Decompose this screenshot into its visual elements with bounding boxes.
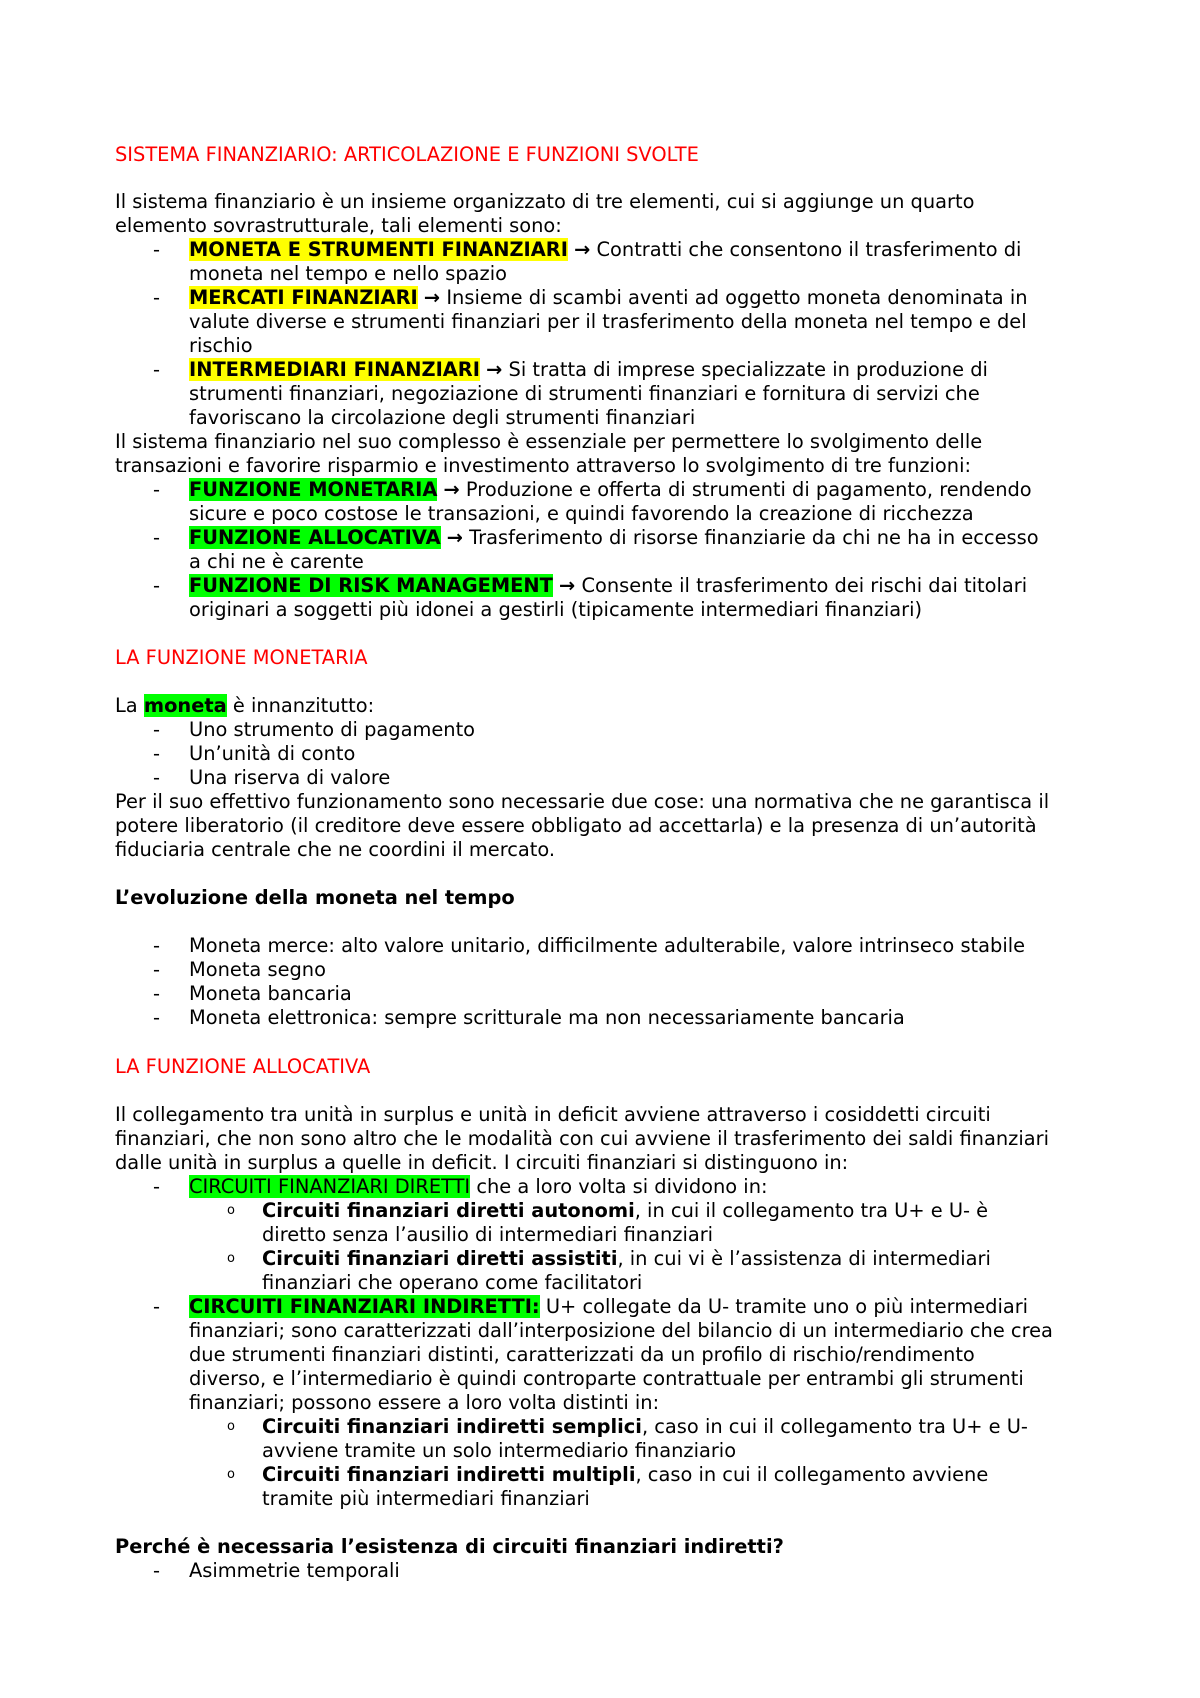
section-heading: LA FUNZIONE MONETARIA: [115, 646, 368, 669]
highlight-term: INTERMEDIARI FINANZIARI: [189, 358, 480, 381]
section-heading: LA FUNZIONE ALLOCATIVA: [115, 1055, 371, 1078]
sub-list-item: Circuiti finanziari indiretti semplici, caso in cui il collegamento tra U+ e U-: [262, 1415, 1028, 1438]
list-item: Moneta merce: alto valore unitario, difficilmente adulterabile, valore intrinseco stabile: [189, 934, 1026, 957]
list-item: Asimmetrie temporali: [189, 1559, 400, 1582]
bullet-dash: -: [153, 574, 160, 597]
list-item: Un’unità di conto: [189, 742, 356, 765]
paragraph-line: dalle unità in surplus a quelle in deficit. I circuiti finanziari si distinguono in:: [115, 1151, 849, 1174]
paragraph-line: finanziari, che non sono altro che le modalità con cui avviene il trasferimento dei saldi finanziari: [115, 1127, 1049, 1150]
bullet-dash: -: [153, 982, 160, 1005]
list-item-cont: finanziari; possono essere a loro volta distinti in:: [189, 1391, 660, 1414]
paragraph-line: transazioni e favorire risparmio e investimento attraverso lo svolgimento di tre funzioni:: [115, 454, 972, 477]
highlight-term: moneta: [143, 694, 227, 717]
sub-list-item-cont: avviene tramite un solo intermediario finanziario: [262, 1439, 737, 1462]
sub-list-item-cont: tramite più intermediari finanziari: [262, 1487, 590, 1510]
bullet-dash: -: [153, 1559, 160, 1582]
list-item-cont: valute diverse e strumenti finanziari per il trasferimento della moneta nel tempo e del: [189, 310, 1027, 333]
list-item-cont: diverso, e l’intermediario è quindi controparte contrattuale per entrambi gli strumenti: [189, 1367, 1024, 1390]
list-item: Una riserva di valore: [189, 766, 391, 789]
list-item: Moneta bancaria: [189, 982, 352, 1005]
bullet-circle: o: [227, 1419, 235, 1434]
bullet-dash: -: [153, 934, 160, 957]
bullet-circle: o: [227, 1203, 235, 1218]
highlight-term: MERCATI FINANZIARI: [189, 286, 418, 309]
highlight-term: CIRCUITI FINANZIARI DIRETTI: [189, 1175, 471, 1198]
arrow-icon: →: [443, 478, 460, 501]
arrow-icon: →: [446, 526, 464, 549]
highlight-term: FUNZIONE ALLOCATIVA: [189, 526, 441, 549]
highlight-term: FUNZIONE MONETARIA: [189, 478, 438, 501]
highlight-term: FUNZIONE DI RISK MANAGEMENT: [189, 574, 553, 597]
list-item: MONETA E STRUMENTI FINANZIARI → Contratti che consentono il trasferimento di: [189, 238, 1022, 261]
paragraph-line: Per il suo effettivo funzionamento sono necessarie due cose: una normativa che ne garantisca il: [115, 790, 1050, 813]
paragraph-line: Il collegamento tra unità in surplus e unità in deficit avviene attraverso i cosiddetti circuiti: [115, 1103, 991, 1126]
bullet-dash: -: [153, 958, 160, 981]
bullet-dash: -: [153, 478, 160, 501]
list-item: Moneta elettronica: sempre scritturale ma non necessariamente bancaria: [189, 1006, 905, 1029]
list-item: FUNZIONE DI RISK MANAGEMENT → Consente il trasferimento dei rischi dai titolari: [189, 574, 1028, 597]
bullet-dash: -: [153, 358, 160, 381]
paragraph-line: Il sistema finanziario nel suo complesso è essenziale per permettere lo svolgimento delle: [115, 430, 983, 453]
sub-list-item-cont: finanziari che operano come facilitatori: [262, 1271, 643, 1294]
list-item-cont: a chi ne è carente: [189, 550, 364, 573]
list-item-cont: moneta nel tempo e nello spazio: [189, 262, 507, 285]
arrow-icon: →: [486, 358, 503, 381]
bullet-dash: -: [153, 1295, 160, 1318]
sub-list-item: Circuiti finanziari diretti autonomi, in cui il collegamento tra U+ e U- è: [262, 1199, 989, 1222]
sub-list-item: Circuiti finanziari indiretti multipli, caso in cui il collegamento avviene: [262, 1463, 989, 1486]
bullet-dash: -: [153, 286, 160, 309]
sub-list-item: Circuiti finanziari diretti assistiti, in cui vi è l’assistenza di intermediari: [262, 1247, 991, 1270]
arrow-icon: →: [574, 238, 591, 261]
arrow-icon: →: [559, 574, 576, 597]
subheading: Perché è necessaria l’esistenza di circuiti finanziari indiretti?: [115, 1535, 784, 1558]
list-item-cont: due strumenti finanziari distinti, caratterizzati da un profilo di rischio/rendimento: [189, 1343, 975, 1366]
list-item: CIRCUITI FINANZIARI DIRETTI che a loro volta si dividono in:: [189, 1175, 768, 1198]
highlight-term: MONETA E STRUMENTI FINANZIARI: [189, 238, 568, 261]
paragraph-line: fiduciaria centrale che ne coordini il mercato.: [115, 838, 556, 861]
list-item-cont: favoriscano la circolazione degli strumenti finanziari: [189, 406, 696, 429]
list-item: CIRCUITI FINANZIARI INDIRETTI: U+ collegate da U- tramite uno o più intermediari: [189, 1295, 1029, 1318]
list-item: FUNZIONE MONETARIA → Produzione e offerta di strumenti di pagamento, rendendo: [189, 478, 1032, 501]
list-item: Moneta segno: [189, 958, 326, 981]
list-item: MERCATI FINANZIARI → Insieme di scambi aventi ad oggetto moneta denominata in: [189, 286, 1028, 309]
sub-list-item-cont: diretto senza l’ausilio di intermediari finanziari: [262, 1223, 714, 1246]
bullet-dash: -: [153, 1175, 160, 1198]
paragraph-line: potere liberatorio (il creditore deve essere obbligato ad accettarla) e la presenza di un’autorità: [115, 814, 1037, 837]
arrow-icon: →: [423, 286, 441, 309]
list-item-cont: strumenti finanziari, negoziazione di strumenti finanziari e fornitura di servizi che: [189, 382, 980, 405]
subheading: L’evoluzione della moneta nel tempo: [115, 886, 515, 909]
bullet-dash: -: [153, 718, 160, 741]
intro-line: elemento sovrastrutturale, tali elementi sono:: [115, 214, 562, 237]
bullet-dash: -: [153, 526, 160, 549]
list-item-cont: rischio: [189, 334, 253, 357]
intro-line: Il sistema finanziario è un insieme organizzato di tre elementi, cui si aggiunge un quarto: [115, 190, 975, 213]
bullet-circle: o: [227, 1251, 235, 1266]
list-item-cont: sicure e poco costose le transazioni, e quindi favorendo la creazione di ricchezza: [189, 502, 974, 525]
section-heading: SISTEMA FINANZIARIO: ARTICOLAZIONE E FUNZIONI SVOLTE: [115, 143, 699, 166]
list-item: Uno strumento di pagamento: [189, 718, 476, 741]
list-item: FUNZIONE ALLOCATIVA → Trasferimento di risorse finanziarie da chi ne ha in eccesso: [189, 526, 1039, 549]
highlight-term: CIRCUITI FINANZIARI INDIRETTI:: [189, 1295, 540, 1318]
bullet-circle: o: [227, 1467, 235, 1482]
bullet-dash: -: [153, 238, 160, 261]
paragraph-line: La moneta è innanzitutto:: [115, 694, 375, 717]
bullet-dash: -: [153, 1006, 160, 1029]
bullet-dash: -: [153, 742, 160, 765]
list-item-cont: originari a soggetti più idonei a gestirli (tipicamente intermediari finanziari): [189, 598, 923, 621]
list-item: INTERMEDIARI FINANZIARI → Si tratta di imprese specializzate in produzione di: [189, 358, 988, 381]
bullet-dash: -: [153, 766, 160, 789]
list-item-cont: finanziari; sono caratterizzati dall’interposizione del bilancio di un intermediario che crea: [189, 1319, 1053, 1342]
